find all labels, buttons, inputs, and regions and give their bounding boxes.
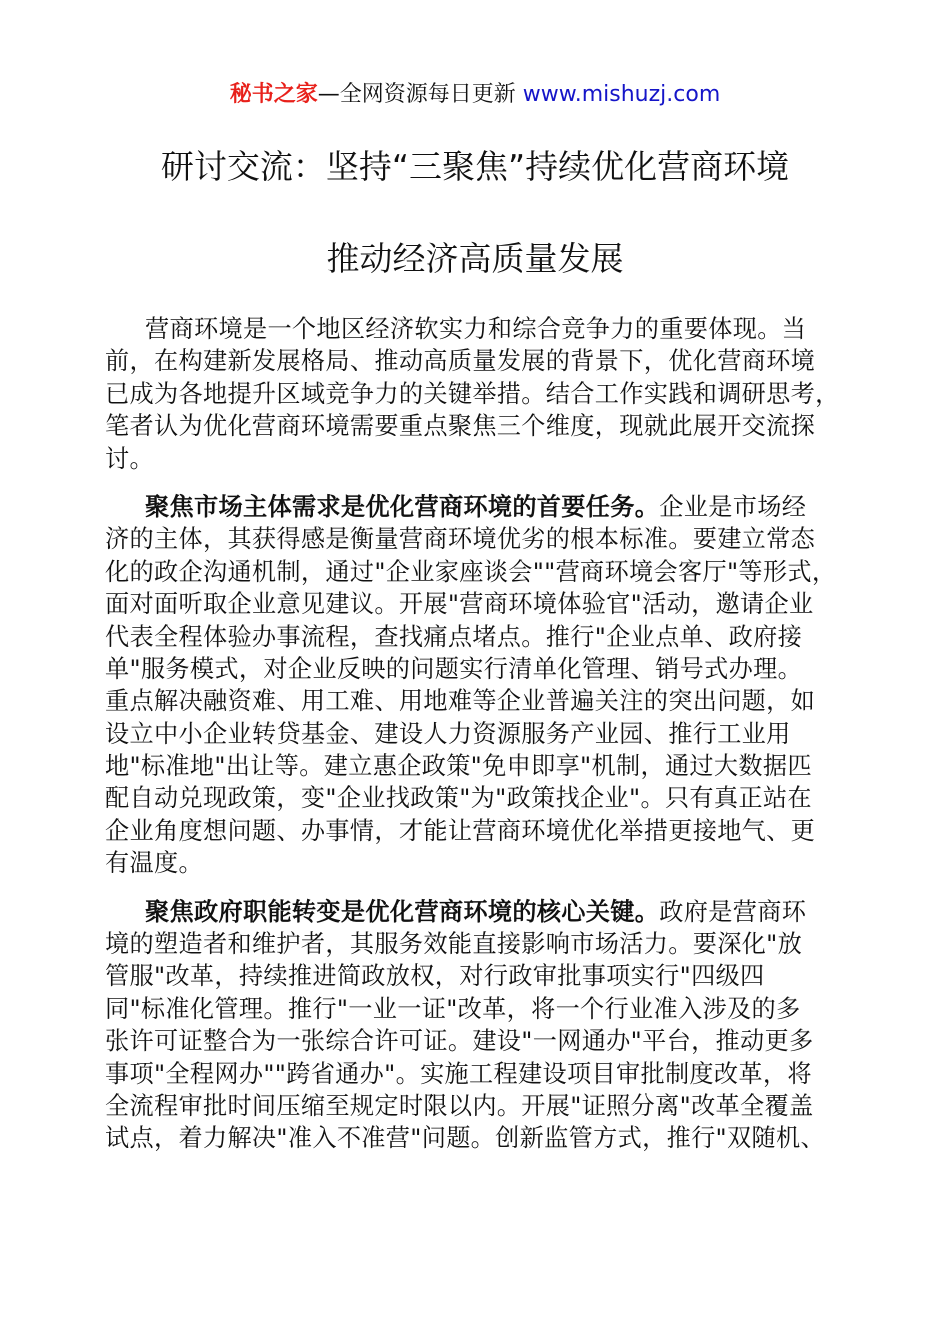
- text-line: 化的政企沟通机制，通过"企业家座谈会""营商环境会客厅"等形式，: [105, 557, 837, 586]
- text-line: 单"服务模式，对企业反映的问题实行清单化管理、销号式办理。: [105, 654, 803, 683]
- text-line: 境的塑造者和维护者，其服务效能直接影响市场活力。要深化"放: [105, 930, 803, 959]
- site-brand: 秘书之家: [229, 82, 318, 107]
- document-title-line-1: 研讨交流：坚持“三聚焦”持续优化营商环境: [160, 147, 790, 186]
- text-line: [105, 896, 850, 928]
- text-line: 笔者认为优化营商环境需要重点聚焦三个维度，现就此展开交流探: [105, 412, 816, 441]
- text-line: 全流程审批时间压缩至规定时限以内。开展"证照分离"改革全覆盖: [105, 1091, 814, 1120]
- document-body: [105, 313, 850, 1155]
- text-line: 济的主体，其获得感是衡量营商环境优劣的根本标准。要建立常态: [105, 525, 816, 554]
- text-line: [105, 491, 850, 523]
- text-line: 营商环境是一个地区经济软实力和综合竞争力的重要体现。当: [145, 315, 807, 343]
- text-line: 事项"全程网办""跨省通办"。实施工程建设项目审批制度改革，将: [105, 1059, 812, 1088]
- text-line: 企业角度想问题、办事情，才能让营商环境优化举措更接地气、更: [105, 816, 816, 845]
- text-line: 前，在构建新发展格局、推动高质量发展的背景下，优化营商环境: [105, 347, 816, 376]
- paragraph-government-functions: [105, 896, 850, 1155]
- text-line: 讨。: [105, 444, 154, 473]
- text-line: 同"标准化管理。推行"一业一证"改革，将一个行业准入涉及的多: [105, 994, 801, 1023]
- text-line: 设立中小企业转贷基金、建设人力资源服务产业园、推行工业用: [105, 719, 791, 748]
- paragraph-intro: [105, 313, 850, 475]
- text-line: 代表全程体验办事流程，查找痛点堵点。推行"企业点单、政府接: [105, 622, 803, 651]
- text-line: 配自动兑现政策，变"企业找政策"为"政策找企业"。只有真正站在: [105, 784, 812, 813]
- document-title-line-2: 推动经济高质量发展: [326, 239, 624, 278]
- site-url-link[interactable]: www.mishuzj.com: [522, 82, 721, 107]
- paragraph-lead-heading: 聚焦市场主体需求是优化营商环境的首要任务。: [145, 492, 660, 521]
- text-line: 张许可证整合为一张综合许可证。建设"一网通办"平台，推动更多: [105, 1027, 814, 1056]
- text-line: 试点，着力解决"准入不准营"问题。创新监管方式，推行"双随机、: [105, 1124, 825, 1153]
- paragraph-lead-heading: 聚焦政府职能转变是优化营商环境的核心关键。: [145, 897, 660, 926]
- text-line: 有温度。: [105, 849, 203, 878]
- text-span: 政府是营商环: [659, 897, 807, 926]
- site-tagline: —全网资源每日更新: [317, 82, 523, 107]
- text-line: 已成为各地提升区域竞争力的关键举措。结合工作实践和调研思考，: [105, 379, 840, 408]
- site-banner: [0, 80, 950, 110]
- text-span: 企业是市场经: [659, 492, 807, 521]
- text-line: 面对面听取企业意见建议。开展"营商环境体验官"活动，邀请企业: [105, 590, 814, 619]
- text-line: 管服"改革，持续推进简政放权，对行政审批事项实行"四级四: [105, 962, 765, 991]
- text-line: 重点解决融资难、用工难、用地难等企业普遍关注的突出问题，如: [105, 687, 816, 716]
- paragraph-market-entities: [105, 491, 850, 880]
- text-line: 地"标准地"出让等。建立惠企政策"免申即享"机制，通过大数据匹: [105, 752, 812, 781]
